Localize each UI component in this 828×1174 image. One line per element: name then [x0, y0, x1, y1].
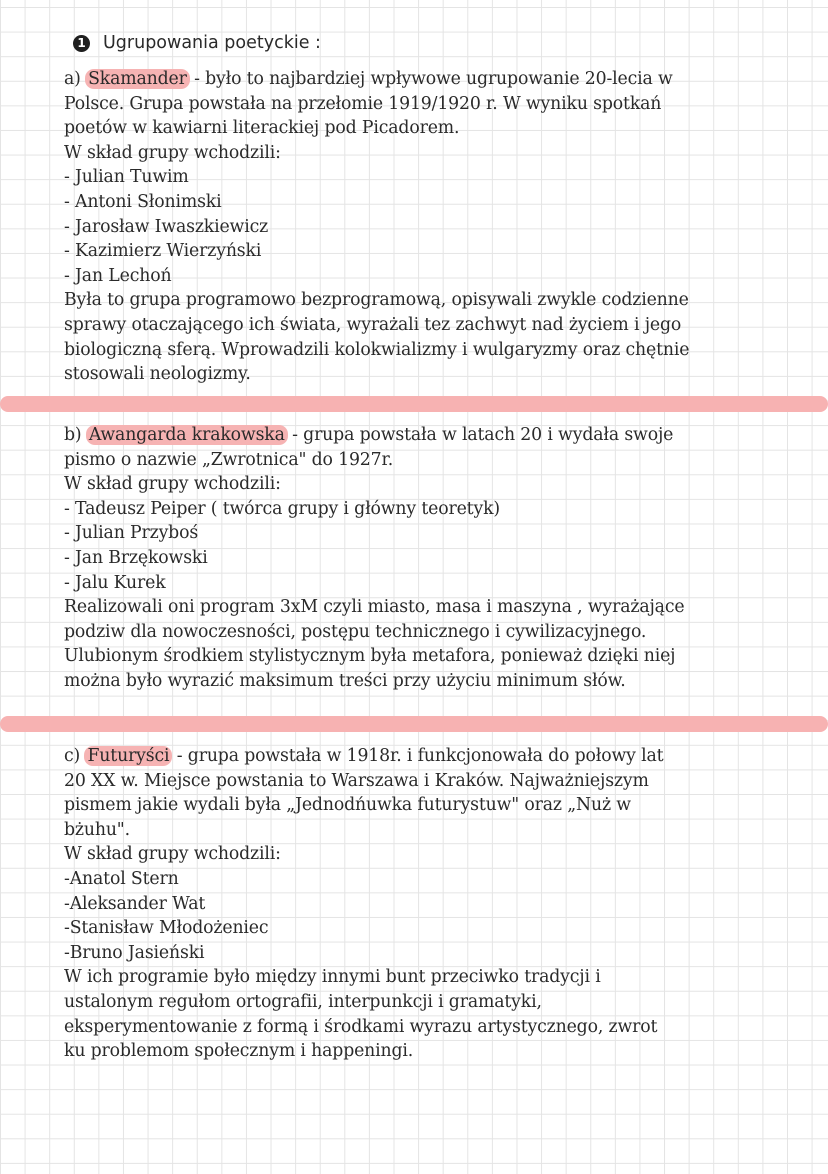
text-line: ustalonym regułom ortografii, interpunkcji i gramatyki, — [64, 991, 542, 1012]
text-line: Realizowali oni program 3xM czyli miasto, masa i maszyna , wyrażające — [64, 597, 685, 618]
list-item: - Tadeusz Peiper ( twórca grupy i główny teoretyk) — [64, 498, 500, 519]
section-heading-line — [64, 67, 824, 92]
highlighted-group-name: Awangarda krakowska — [86, 425, 288, 445]
text-line: W ich programie było między innymi bunt przeciwko tradycji i — [64, 967, 601, 988]
text-line: - było to najbardziej wpływowe ugrupowanie 20-lecia w — [188, 69, 673, 89]
list-item: - Julian Tuwim — [64, 167, 189, 188]
text-line: można było wyrazić maksimum treści przy użyciu minimum słów. — [64, 670, 626, 691]
list-item: - Jan Lechoń — [64, 265, 172, 286]
text-line: pismo o nazwie „Zwrotnica" do 1927r. — [64, 449, 394, 470]
section-skamander — [64, 67, 824, 387]
text-line: sprawy otaczającego ich świata, wyrażali tez zachwyt nad życiem i jego — [64, 314, 682, 335]
section-prefix: c) — [64, 746, 81, 766]
text-line: Ulubionym środkiem stylistycznym była metafora, ponieważ dzięki niej — [64, 646, 676, 667]
section-divider — [0, 716, 828, 732]
section-divider — [0, 396, 828, 412]
text-line: biologiczną sferą. Wprowadzili kolokwializmy i wulgaryzmy oraz chętnie — [64, 339, 690, 360]
list-item: -Bruno Jasieński — [64, 942, 205, 963]
section-futurysci — [64, 744, 824, 1064]
text-line: poetów w kawiarni literackiej pod Picadorem. — [64, 118, 460, 139]
section-awangarda-krakowska — [64, 423, 824, 694]
list-item: - Kazimierz Wierzyński — [64, 241, 262, 262]
list-item: -Anatol Stern — [64, 868, 179, 889]
text-line: W skład grupy wchodzili: — [64, 844, 281, 865]
text-line: Polsce. Grupa powstała na przełomie 1919/1920 r. W wyniku spotkań — [64, 93, 662, 114]
list-item: - Antoni Słonimski — [64, 191, 222, 212]
list-item: -Aleksander Wat — [64, 893, 206, 914]
list-item: - Jan Brzękowski — [64, 547, 208, 568]
section-prefix: b) — [64, 425, 82, 445]
text-line: stosowali neologizmy. — [64, 364, 251, 385]
highlighted-group-name: Futuryści — [84, 746, 172, 766]
text-line: eksperymentowanie z formą i środkami wyrazu artystycznego, zwrot — [64, 1016, 658, 1037]
section-heading-line — [64, 744, 824, 769]
text-line: 20 XX w. Miejsce powstania to Warszawa i Kraków. Najważniejszym — [64, 770, 649, 791]
list-item: - Jarosław Iwaszkiewicz — [64, 216, 269, 237]
section-heading-line — [64, 423, 824, 448]
list-item: - Jalu Kurek — [64, 572, 166, 593]
text-line: bżuhu". — [64, 819, 130, 840]
page-title — [73, 33, 321, 53]
section-prefix: a) — [64, 69, 81, 89]
text-line: - grupa powstała w latach 20 i wydała swoje — [286, 425, 674, 445]
text-line: pismem jakie wydali była „Jednodńuwka futurystuw" oraz „Nuż w — [64, 795, 631, 816]
list-item: -Stanisław Młodożeniec — [64, 918, 269, 939]
text-line: W skład grupy wchodzili: — [64, 142, 281, 163]
page-title-text: Ugrupowania poetyckie : — [103, 33, 321, 53]
text-line: - grupa powstała w 1918r. i funkcjonowała do połowy lat — [171, 746, 664, 766]
highlighted-group-name: Skamander — [85, 69, 190, 89]
text-line: Była to grupa programowo bezprogramową, opisywali zwykle codzienne — [64, 290, 689, 311]
text-line: ku problemom społecznym i happeningi. — [64, 1041, 414, 1062]
number-circle-icon: 1 — [73, 35, 90, 52]
list-item: - Julian Przyboś — [64, 523, 199, 544]
text-line: W skład grupy wchodzili: — [64, 474, 281, 495]
text-line: podziw dla nowoczesności, postępu technicznego i cywilizacyjnego. — [64, 621, 647, 642]
